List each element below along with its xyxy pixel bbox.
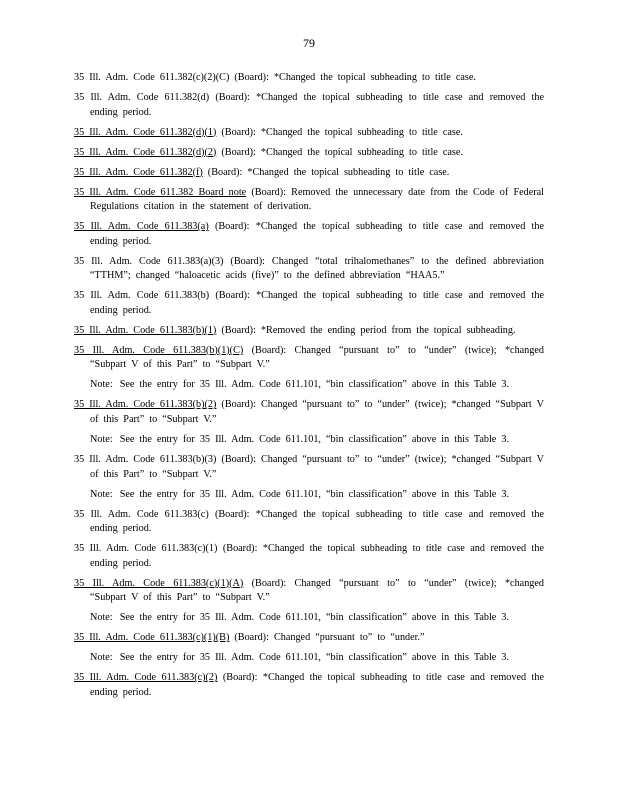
- code-citation: 35 Ill. Adm. Code 611.383(a)(3): [74, 255, 224, 267]
- amendment-entry: [74, 453, 544, 482]
- table-note: [90, 378, 544, 393]
- code-citation: 35 Ill. Adm. Code 611.383(b)(1): [74, 324, 217, 336]
- amendment-entry: [74, 289, 544, 318]
- entry-description: (Board): *Changed the topical subheading to title case.: [216, 146, 463, 158]
- code-citation: 35 Ill. Adm. Code 611.383(c)(1)(A): [74, 577, 244, 589]
- entry-description: (Board): *Changed the topical subheading to title case and removed the ending period.: [90, 508, 544, 535]
- amendment-entry: [74, 631, 544, 646]
- page-number: 79: [303, 36, 315, 50]
- note-text: See the entry for 35 Ill. Adm. Code 611.101, “bin classification” above in this Table 3.: [119, 433, 509, 445]
- code-citation: 35 Ill. Adm. Code 611.382 Board note: [74, 186, 247, 198]
- entry-description: (Board): Changed “pursuant to” to “under” (twice); *changed “Subpart V of this Part” to “Subpart V.”: [90, 399, 544, 425]
- entry-list: [74, 71, 544, 706]
- code-citation: 35 Ill. Adm. Code 611.382(d)(1): [74, 126, 217, 138]
- amendment-entry: [74, 344, 544, 373]
- entry-description: (Board): *Changed the topical subheading to title case and removed the ending period.: [90, 290, 545, 316]
- table-note: [90, 611, 544, 626]
- note-label: Note:: [90, 652, 118, 664]
- amendment-entry: [74, 166, 544, 181]
- entry-description: (Board): *Changed the topical subheading to title case and removed the ending period.: [90, 672, 544, 698]
- entry-description: (Board): *Changed the topical subheading to title case.: [202, 166, 450, 178]
- code-citation: 35 Ill. Adm. Code 611.383(c): [74, 508, 209, 520]
- amendment-entry: [74, 577, 544, 606]
- code-citation: 35 Ill. Adm. Code 611.383(b)(3): [74, 453, 217, 465]
- entry-description: (Board): Removed the unnecessary date from the Code of Federal Regulations citation in the statement of derivation.: [90, 186, 544, 213]
- code-citation: 35 Ill. Adm. Code 611.383(a): [74, 221, 209, 233]
- amendment-entry: [74, 126, 544, 141]
- note-label: Note:: [90, 612, 118, 624]
- note-text: See the entry for 35 Ill. Adm. Code 611.101, “bin classification” above in this Table 3.: [119, 612, 509, 624]
- amendment-entry: [74, 146, 544, 161]
- entry-description: (Board): Changed “pursuant to” to “under” (twice); *changed “Subpart V of this Part” to “Subpart V.”: [90, 577, 544, 604]
- note-label: Note:: [90, 488, 118, 500]
- note-label: Note:: [90, 433, 118, 445]
- amendment-entry: [74, 71, 544, 86]
- code-citation: 35 Ill. Adm. Code 611.383(b): [74, 290, 210, 302]
- code-citation: 35 Ill. Adm. Code 611.382(c)(2)(C): [74, 72, 230, 83]
- note-text: See the entry for 35 Ill. Adm. Code 611.101, “bin classification” above in this Table 3.: [119, 652, 509, 664]
- amendment-entry: [74, 91, 544, 120]
- amendment-entry: [74, 671, 544, 700]
- amendment-entry: [74, 255, 544, 284]
- code-citation: 35 Ill. Adm. Code 611.383(c)(2): [74, 672, 218, 684]
- entry-description: (Board): *Removed the ending period from the topical subheading.: [216, 324, 516, 336]
- amendment-entry: [74, 220, 544, 249]
- table-note: [90, 488, 544, 503]
- table-note: [90, 433, 544, 448]
- note-text: See the entry for 35 Ill. Adm. Code 611.101, “bin classification” above in this Table 3.: [119, 488, 509, 500]
- amendment-entry: [74, 186, 544, 215]
- entry-description: (Board): *Changed the topical subheading to title case.: [216, 126, 463, 138]
- amendment-entry: [74, 324, 544, 339]
- code-citation: 35 Ill. Adm. Code 611.382(d)(2): [74, 146, 217, 158]
- code-citation: 35 Ill. Adm. Code 611.383(c)(1)(B): [74, 632, 230, 644]
- code-citation: 35 Ill. Adm. Code 611.383(b)(2): [74, 399, 217, 411]
- code-citation: 35 Ill. Adm. Code 611.383(c)(1): [74, 543, 218, 555]
- code-citation: 35 Ill. Adm. Code 611.383(b)(1)(C): [74, 344, 244, 356]
- entry-description: (Board): Changed “total trihalomethanes” to the defined abbreviation “TTHM”; changed “haloacetic acids (five)” to the defined abbreviation “HAA5.”: [90, 255, 544, 282]
- entry-description: (Board): Changed “pursuant to” to “under.”: [229, 632, 425, 644]
- entry-description: (Board): *Changed the topical subheading to title case and removed the ending period.: [90, 221, 544, 247]
- entry-description: (Board): Changed “pursuant to” to “under” (twice); *changed “Subpart V of this Part” to “Subpart V.”: [90, 453, 544, 480]
- entry-description: (Board): *Changed the topical subheading to title case and removed the ending period.: [90, 91, 545, 118]
- table-note: [90, 651, 544, 666]
- entry-description: (Board): Changed “pursuant to” to “under” (twice); *changed “Subpart V of this Part” to “Subpart V.”: [90, 344, 544, 371]
- entry-description: (Board): *Changed the topical subheading to title case and removed the ending period.: [90, 543, 544, 569]
- code-citation: 35 Ill. Adm. Code 611.382(f): [74, 166, 203, 178]
- amendment-entry: [74, 508, 544, 537]
- amendment-entry: [74, 542, 544, 571]
- entry-description: (Board): *Changed the topical subheading to title case.: [229, 72, 476, 83]
- note-text: See the entry for 35 Ill. Adm. Code 611.101, “bin classification” above in this Table 3.: [119, 379, 509, 391]
- amendment-entry: [74, 398, 544, 427]
- note-label: Note:: [90, 379, 118, 391]
- code-citation: 35 Ill. Adm. Code 611.382(d): [74, 91, 210, 103]
